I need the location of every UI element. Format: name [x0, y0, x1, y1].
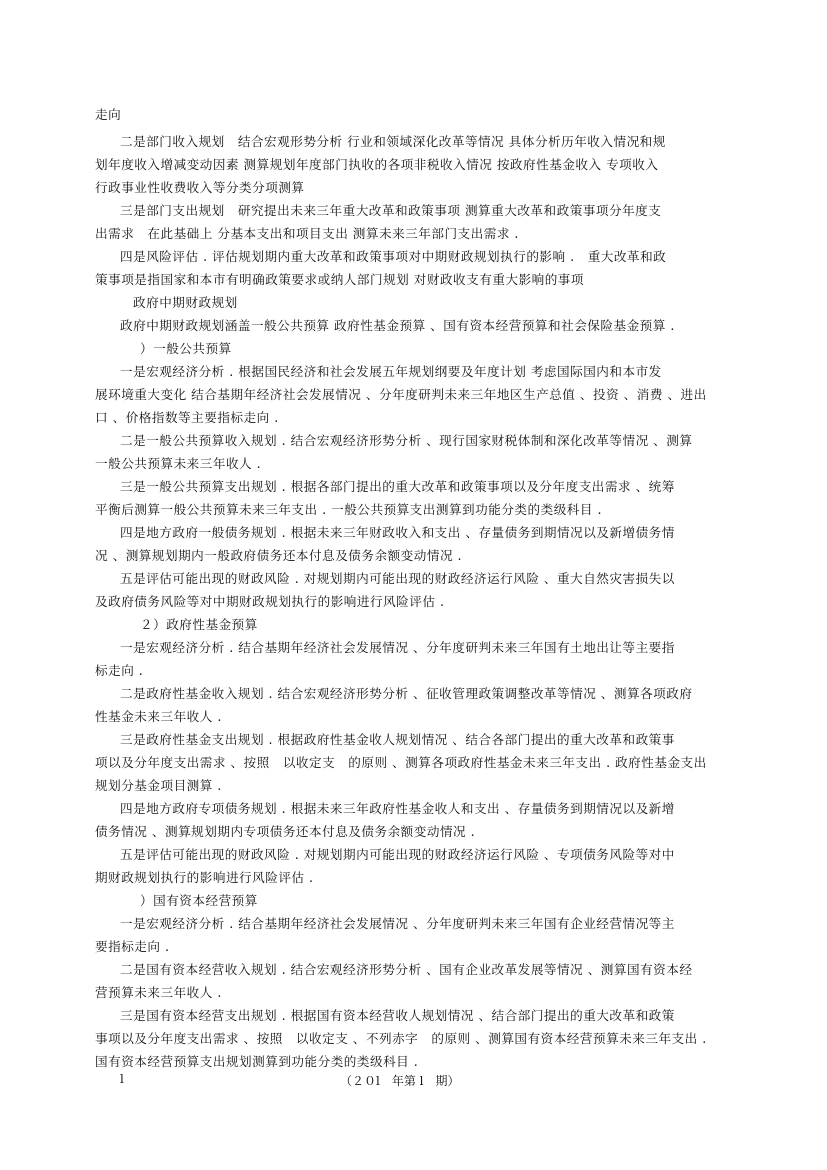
issue-footer: （２０l 年第 l 期）: [340, 1074, 460, 1088]
text-line: 性基金未来三年收人 .: [95, 709, 222, 724]
text-line: 一般公共预算未来三年收人 .: [95, 456, 262, 471]
text-line: 及政府债务风险等对中期财政规划执行的影响进行风险评估 .: [95, 594, 445, 609]
text-line: 事项以及分年度支出需求 、按照 以收定支 、不列赤字 的原则 、测算国有资本经营预算未来三年支出 .: [95, 1031, 707, 1046]
text-line: 走向: [95, 107, 122, 122]
text-line: 划年度收入增减变动因素 测算规划年度部门执收的各项非税收入情况 按政府性基金收入 专项收入: [95, 157, 659, 172]
text-line: 二是政府性基金收入规划 . 结合宏观经济形势分析 、征收管理政策调整改革等情况 、测算各项政府: [120, 686, 693, 701]
subsection-heading: ２）政府性基金预算: [140, 617, 258, 632]
text-line: 期财政规划执行的影响进行风险评估 .: [95, 870, 314, 885]
text-line: 平衡后测算一般公共预算未来三年支出 . 一般公共预算支出测算到功能分类的类级科目 .: [95, 502, 602, 517]
text-line: 三是一般公共预算支出规划 . 根据各部门提出的重大改革和政策事项以及分年度支出需求 、统筹: [120, 479, 675, 494]
subsection-heading: ）国有资本经营预算: [140, 893, 258, 908]
text-line: 一是宏观经济分析 . 结合基期年经济社会发展情况 、分年度研判未来三年国有土地出让等主要指: [120, 640, 675, 655]
text-line: 四是地方政府专项债务规划 . 根据未来三年政府性基金收人和支出 、存量债务到期情况以及新增: [120, 801, 675, 816]
text-line: 二是国有资本经营收入规划 . 结合宏观经济形势分析 、国有企业改革发展等情况 、测算国有资本经: [120, 962, 693, 977]
text-line: 二是部门收入规划 结合宏观形势分析 行业和领域深化改革等情况 具体分析历年收入情况和规: [120, 134, 666, 149]
text-line: 营预算未来三年收人 .: [95, 985, 222, 1000]
text-line: 五是评估可能出现的财政风险 . 对规划期内可能出现的财政经济运行风险 、专项债务风险等对中: [120, 847, 675, 862]
text-line: 展环境重大变化 结合基期年经济社会发展情况 、分年度研判未来三年地区生产总值 、投资 、消费 、进出: [95, 387, 707, 402]
text-line: 二是一般公共预算收入规划 . 结合宏观经济形势分析 、现行国家财税体制和深化改革等情况 、测算: [120, 433, 693, 448]
text-line: 国有资本经营预算支出规划测算到功能分类的类级科目 .: [95, 1054, 419, 1069]
subsection-heading: ）一般公共预算: [140, 341, 232, 356]
text-line: 三是国有资本经营支出规划 . 根据国有资本经营收人规划情况 、结合部门提出的重大改革和政策: [120, 1008, 675, 1023]
text-line: 债务情况 、测算规划期内专项债务还本付息及债务余额变动情况 .: [95, 824, 476, 839]
text-line: 一是宏观经济分析 . 结合基期年经济社会发展情况 、分年度研判未来三年国有企业经营情况等主: [120, 916, 675, 931]
text-line: 况 、测算规划期内一般政府债务还本付息及债务余额变动情况 .: [95, 548, 463, 563]
text-line: 口 、价格指数等主要指标走向 .: [95, 410, 279, 425]
text-line: 策事项是指国家和本市有明确政策要求或纳人部门规划 对财政收支有重大影响的事项: [95, 272, 584, 287]
text-line: 出需求 在此基础上 分基本支出和项目支出 测算未来三年部门支出需求 .: [95, 226, 519, 241]
text-line: 三是部门支出规划 研究提出未来三年重大改革和政策事项 测算重大改革和政策事项分年度支: [120, 203, 662, 218]
text-line: 规划分基金项目测算 .: [95, 778, 222, 793]
text-line: 行政事业性收费收入等分类分项测算: [95, 180, 305, 195]
text-line: 一是宏观经济分析 . 根据国民经济和社会发展五年规划纲要及年度计划 考虑国际国内和本市发: [120, 364, 662, 379]
page-number: l: [120, 1072, 124, 1086]
text-line: 三是政府性基金支出规划 . 根据政府性基金收人规划情况 、结合各部门提出的重大改革和政策事: [120, 732, 675, 747]
text-line: 标走向 .: [95, 663, 144, 678]
section-heading: 政府中期财政规划: [133, 295, 238, 310]
text-line: 五是评估可能出现的财政风险 . 对规划期内可能出现的财政经济运行风险 、重大自然灾害损失以: [120, 571, 675, 586]
text-line: 政府中期财政规划涵盖一般公共预算 政府性基金预算 、国有资本经营预算和社会保险基金预算 .: [120, 318, 675, 333]
text-line: 项以及分年度支出需求 、按照 以收定支 的原则 、测算各项政府性基金未来三年支出 . 政府性基金支出: [95, 755, 707, 770]
text-line: 四是地方政府一般债务规划 . 根据未来三年财政收入和支出 、存量债务到期情况以及新增债务情: [120, 525, 675, 540]
text-line: 四是风险评估 . 评估规划期内重大改革和政策事项对中期财政规划执行的影响 . 重大改革和政: [120, 249, 667, 264]
text-line: 要指标走向 .: [95, 939, 170, 954]
